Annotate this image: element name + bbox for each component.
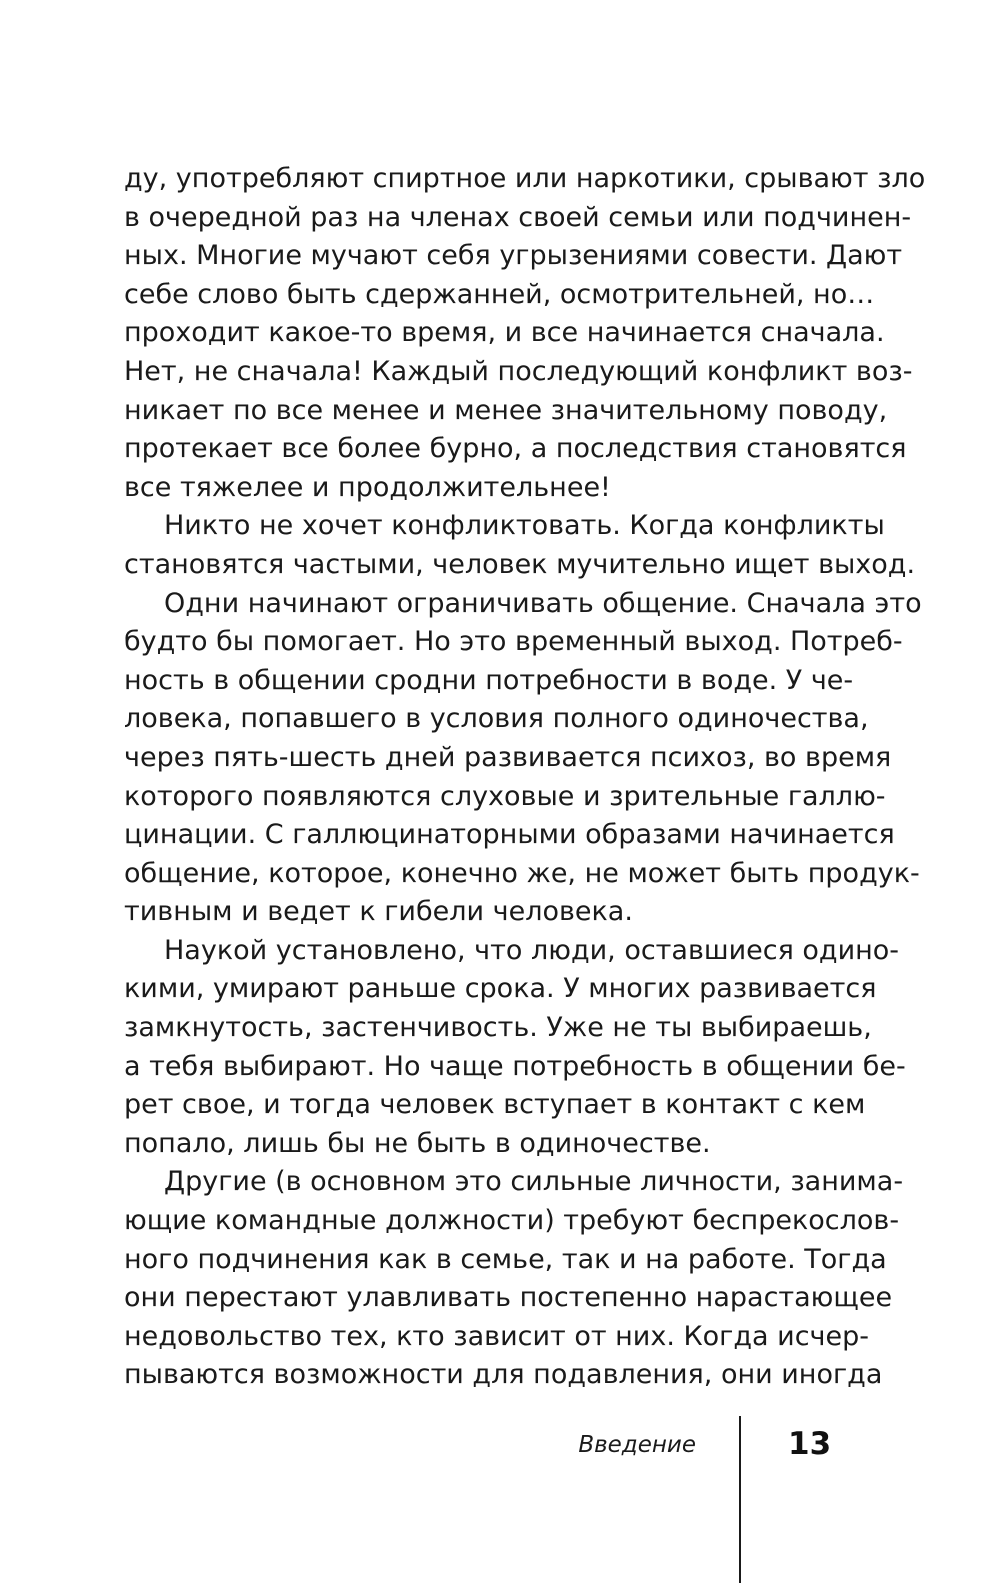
text-line: ных. Многие мучают себя угрызениями совести. Дают	[124, 240, 903, 272]
text-line: Наукой установлено, что люди, оставшиеся одино-	[164, 934, 900, 966]
text-line: через пять-шесть дней развивается психоз, во время	[124, 741, 892, 773]
paragraph-2	[124, 507, 916, 584]
text-line: Одни начинают ограничивать общение. Сначала это	[164, 587, 922, 619]
running-footer-section-title: Введение	[578, 1432, 696, 1458]
text-line: ность в общении сродни потребности в воде. У че-	[124, 664, 854, 696]
text-line: никает по все менее и менее значительному поводу,	[124, 394, 888, 426]
text-line: будто бы помогает. Но это временный выход. Потреб-	[124, 626, 903, 658]
text-line: ющие командные должности) требуют беспрекослов-	[124, 1205, 900, 1237]
text-line: себе слово быть сдержанней, осмотрительней, но…	[124, 278, 875, 310]
text-line: кими, умирают раньше срока. У многих развивается	[124, 973, 877, 1005]
text-line: попало, лишь бы не быть в одиночестве.	[124, 1127, 711, 1159]
paragraph-4	[124, 932, 906, 1164]
text-line: протекает все более бурно, а последствия становятся	[124, 433, 907, 465]
page-body	[124, 160, 926, 1395]
text-line: которого появляются слуховые и зрительные галлю-	[124, 780, 886, 812]
text-line: цинации. С галлюцинаторными образами начинается	[124, 819, 895, 851]
paragraph-3	[124, 585, 922, 932]
text-line: они перестают улавливать постепенно нарастающее	[124, 1282, 893, 1314]
text-line: пываются возможности для подавления, они иногда	[124, 1359, 883, 1391]
paragraph-1	[124, 160, 926, 507]
text-line: а тебя выбирают. Но чаще потребность в общении бе-	[124, 1050, 906, 1082]
page-number: 13	[788, 1426, 832, 1462]
text-line: в очередной раз на членах своей семьи или подчинен-	[124, 201, 912, 233]
text-line: ловека, попавшего в условия полного одиночества,	[124, 703, 869, 735]
text-line: замкнутость, застенчивость. Уже не ты выбираешь,	[124, 1012, 872, 1044]
text-line: Другие (в основном это сильные личности, занима-	[164, 1166, 904, 1198]
text-line: Никто не хочет конфликтовать. Когда конфликты	[164, 510, 885, 542]
footer-divider	[739, 1416, 741, 1583]
paragraph-5	[124, 1163, 904, 1395]
text-line: все тяжелее и продолжительнее!	[124, 471, 611, 503]
text-line: ного подчинения как в семье, так и на работе. Тогда	[124, 1243, 887, 1275]
text-line: ду, употребляют спиртное или наркотики, срывают зло	[124, 163, 926, 194]
text-line: тивным и ведет к гибели человека.	[124, 896, 633, 928]
text-line: общение, которое, конечно же, не может быть продук-	[124, 857, 920, 889]
text-line: становятся частыми, человек мучительно ищет выход.	[124, 548, 916, 580]
text-line: рет свое, и тогда человек вступает в контакт с кем	[124, 1089, 866, 1121]
text-line: недовольство тех, кто зависит от них. Когда исчер-	[124, 1320, 870, 1352]
text-line: Нет, не сначала! Каждый последующий конфликт воз-	[124, 355, 913, 387]
text-line: проходит какое-то время, и все начинается сначала.	[124, 317, 885, 349]
